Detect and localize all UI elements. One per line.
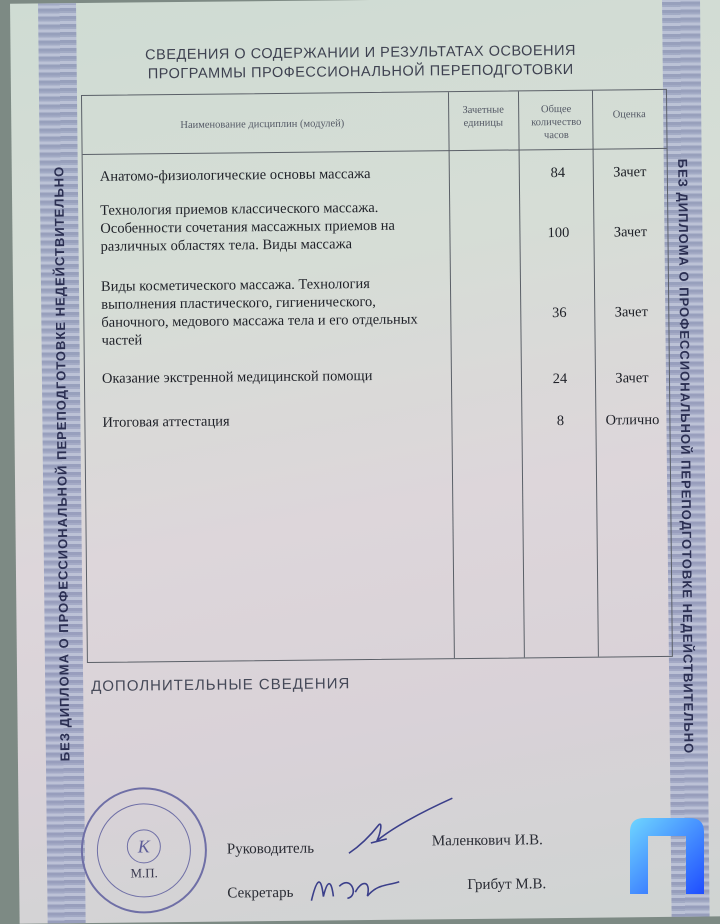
additional-info-title: ДОПОЛНИТЕЛЬНЫЕ СВЕДЕНИЯ [91,675,351,695]
left-border-caption: БЕЗ ДИПЛОМА О ПРОФЕССИОНАЛЬНОЙ ПЕРЕПОДГОТОВКЕ НЕДЕЙСТВИТЕЛЬНО [51,165,73,762]
hours-value: 100 [547,224,570,242]
heading-line-2: ПРОГРАММЫ ПРОФЕССИОНАЛЬНОЙ ПЕРЕПОДГОТОВКИ [147,61,574,83]
discipline-name: Оказание экстренной медицинской помощи [101,367,373,387]
hours-value: 24 [552,370,568,388]
secretary-signature-icon [307,866,407,911]
table-row [83,196,667,255]
watermark-logo-icon [620,808,712,900]
header-divider [83,148,667,155]
discipline-name: Виды косметического массажа. Технология выполнения пластического, гигиенического, баночного, медового массажа тела и его отдельных частей [100,276,418,349]
column-header-grade: Оценка [612,109,646,121]
column-divider [448,92,455,658]
disciplines-table [81,89,673,663]
stamp-monogram-icon: К [127,829,161,863]
discipline-name: Технология приемов классического массажа. Особенности сочетания массажных приемов на различных областях тела. Виды массажа [100,199,396,255]
hours-value: 36 [551,304,567,322]
table-row [83,160,667,185]
grade-value: Отлично [605,411,660,429]
hours-value: 8 [556,412,565,430]
hours-value: 84 [550,164,566,182]
table-row [85,364,669,388]
grade-value: Зачет [615,370,649,387]
certificate-page [10,0,720,924]
head-label: Руководитель [226,840,315,858]
heading-line-1: СВЕДЕНИЯ О СОДЕРЖАНИИ И РЕЗУЛЬТАТАХ ОСВОЕНИЯ [145,42,577,64]
column-header-credits: Зачетные единицы [462,104,504,130]
grade-value: Зачет [613,164,647,181]
organization-stamp [80,787,207,914]
head-name: Маленкович И.В. [431,832,543,850]
table-row [85,408,669,431]
secretary-label: Секретарь [227,884,294,902]
table-row [84,272,668,349]
column-header-hours: Общее количество часов [531,103,582,142]
discipline-name: Анатомо-физиологические основы массажа [99,166,371,185]
stamp-mp-label: М.П. [130,865,158,881]
secretary-name: Грибут М.В. [467,876,547,894]
document-heading [120,42,600,85]
grade-value: Зачет [614,304,648,321]
discipline-name: Итоговая аттестация [102,413,230,431]
grade-value: Зачет [613,224,648,241]
head-signature-icon [340,794,461,865]
right-border-caption: БЕЗ ДИПЛОМА О ПРОФЕССИОНАЛЬНОЙ ПЕРЕПОДГОТОВКЕ НЕДЕЙСТВИТЕЛЬНО [675,158,697,755]
column-header-discipline: Наименование дисциплин (модулей) [180,118,345,131]
